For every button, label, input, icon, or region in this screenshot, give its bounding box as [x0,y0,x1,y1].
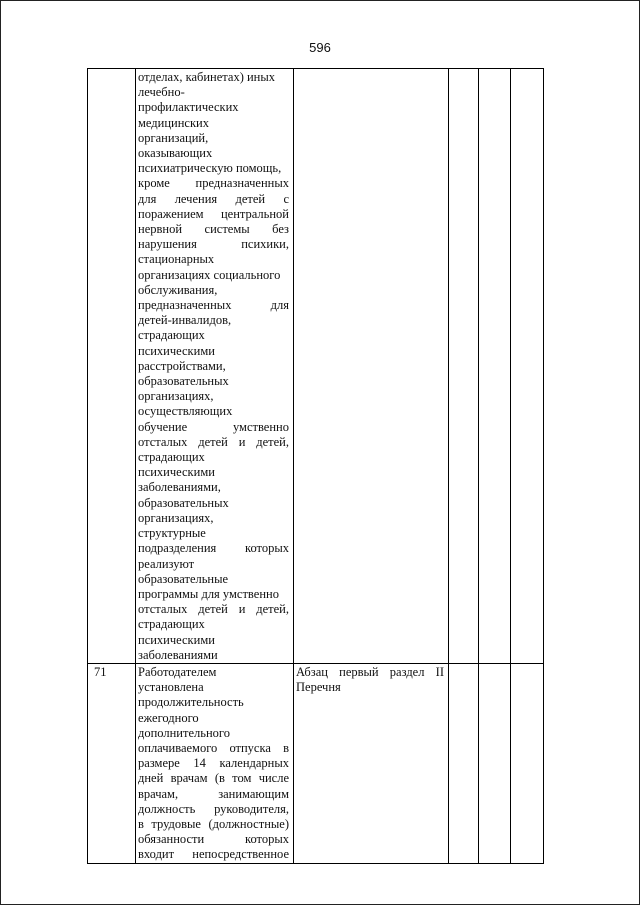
text-line: обслуживания, [138,282,218,297]
text-line: образовательных [138,374,229,389]
text-line: отсталых детей и детей, [138,602,289,617]
text-line: Перечня [296,680,341,695]
text-line: образовательные [138,571,229,586]
text-line: нарушения психики, [138,237,289,252]
text-line: медицинских [138,115,209,130]
text-line: оказывающих [138,146,213,161]
text-line: психическими [138,632,215,647]
answer-yes-cell [449,69,479,664]
answer-yes-cell [449,663,479,863]
legal-reference-cell [294,69,449,664]
text-line: продолжительность [138,695,244,710]
text-line: психическими [138,465,215,480]
table-body [88,69,544,864]
text-line: осуществляющих [138,404,233,419]
text-line: дней врачам (в том числе [138,771,289,786]
text-line: обязанности которых [138,832,289,847]
text-line: детей-инвалидов, [138,313,232,328]
text-line: в трудовые (должностные) [138,816,289,831]
text-line: организациях, [138,389,214,404]
text-line: заболеваниями [138,647,218,662]
text-line: программы для умственно [138,586,279,601]
text-line: установлена [138,680,204,695]
text-line: ежегодного [138,710,199,725]
text-line: страдающих [138,617,205,632]
text-line: поражением центральной [138,206,289,221]
not-applicable-cell [511,663,544,863]
text-line: должность руководителя, [138,801,289,816]
text-line: организаций, [138,130,209,145]
text-line: Абзац первый раздел II [296,664,444,679]
text-line: отсталых детей и детей, [138,434,289,449]
text-line: профилактических [138,100,239,115]
table-row [88,663,544,863]
requirements-table [87,68,544,864]
text-line: подразделения которых [138,541,289,556]
text-line: страдающих [138,328,205,343]
text-line: структурные [138,526,206,541]
text-line: обучение умственно [138,419,289,434]
text-line: врачам, занимающим [138,786,289,801]
text-line: расстройствами, [138,358,226,373]
text-line: лечебно- [138,85,185,100]
text-line: для лечения детей с [138,191,289,206]
text-line: отделах, кабинетах) иных [138,70,276,84]
text-line: образовательных [138,495,229,510]
text-line: Работодателем [138,664,217,679]
text-line: заболеваниями, [138,480,221,495]
text-line: стационарных [138,252,215,267]
not-applicable-cell [511,69,544,664]
text-line: реализуют [138,556,195,571]
text-line: психическими [138,343,215,358]
text-line: дополнительного [138,725,230,740]
text-line: психиатрическую помощь, [138,161,282,176]
text-line: размере 14 календарных [138,756,289,771]
legal-reference-cell [294,663,449,863]
text-line: оплачиваемого отпуска в [138,740,289,755]
answer-no-cell [479,663,511,863]
row-number-cell: 71 [88,663,136,863]
table-row [88,69,544,664]
answer-no-cell [479,69,511,664]
text-line: входит непосредственное [138,847,289,862]
requirement-text-cell [136,69,294,664]
text-line: организациях, [138,510,214,525]
row-number-cell [88,69,136,664]
page-number: 596 [309,40,331,55]
requirement-text-cell [136,663,294,863]
text-line: страдающих [138,450,205,465]
text-line: нервной системы без [138,222,289,237]
text-line: кроме предназначенных [138,176,289,191]
text-line: организациях социального [138,267,281,282]
text-line: предназначенных для [138,298,289,313]
